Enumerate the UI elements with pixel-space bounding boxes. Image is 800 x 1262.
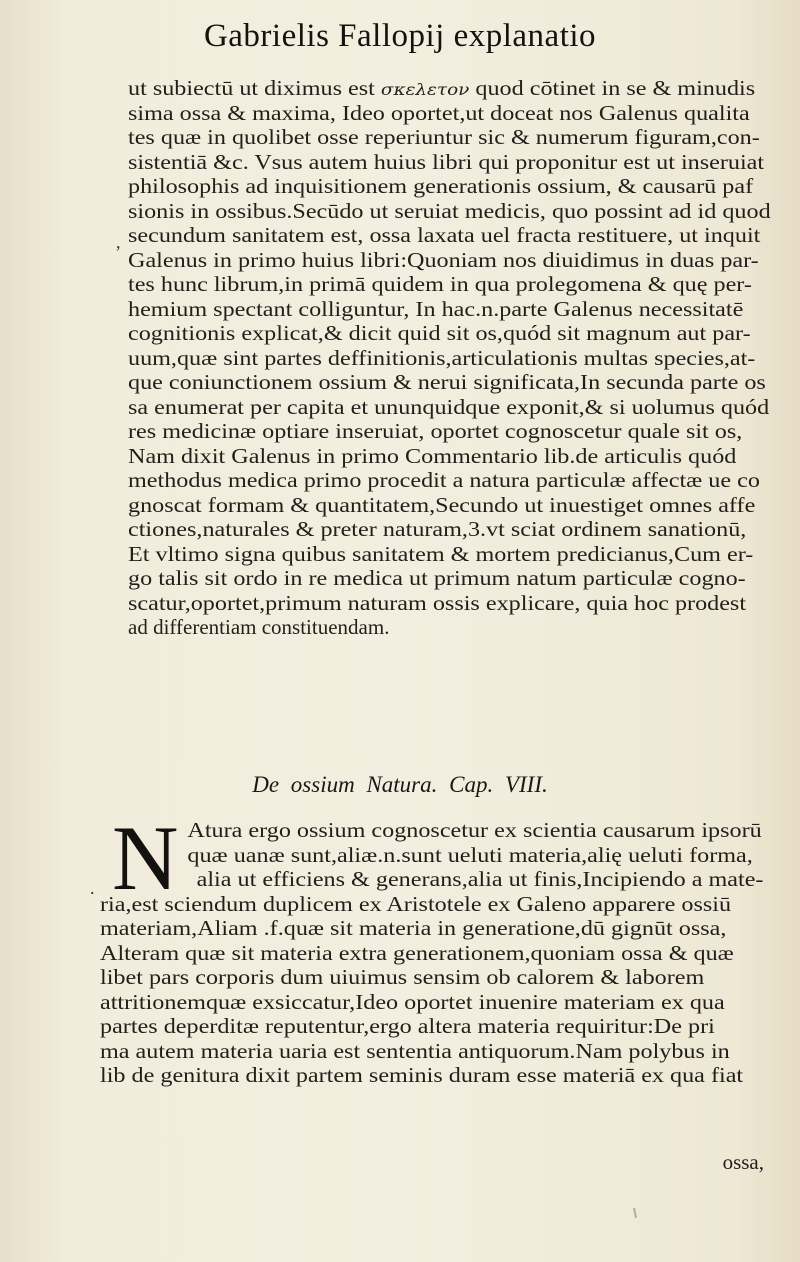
drop-cap: N (112, 807, 179, 909)
text-line: sistentiā &c. Vsus autem huius libri qui proponitur est ut inseruiat (128, 149, 765, 174)
body-text-block (128, 76, 794, 640)
text-line: scatur,oportet,primum naturam ossis explicare, quia hoc prodest (128, 590, 747, 615)
text-line: hemium spectant colliguntur, In hac.n.parte Galenus necessitatē (128, 296, 744, 321)
margin-mark: , (116, 232, 121, 252)
text-line: res medicinæ optiare inseruiat, oportet cognoscetur quale sit os, (128, 419, 743, 443)
ink-mark (633, 1208, 637, 1218)
text-line: cognitionis explicat,& dicit quid sit os,quód sit magnum aut par- (128, 321, 751, 345)
text-line: quæ uanæ sunt,aliæ.n.sunt ueluti materia,alię ueluti forma, (187, 842, 753, 867)
text-line: partes deperditæ reputentur,ergo altera materia requiritur:De pri (100, 1014, 715, 1038)
chapter-text-block (100, 818, 794, 1088)
text-line: tes quæ in quolibet osse reperiuntur sic & numerum figuram,con- (128, 125, 760, 149)
text-line: lib de genitura dixit partem seminis duram esse materiā ex qua fiat (100, 1063, 744, 1087)
text-line: ad differentiam constituendam. (128, 615, 390, 639)
text-line: sima ossa & maxima, Ideo oportet,ut doceat nos Galenus qualita (128, 100, 750, 125)
text-line: libet pars corporis dum uiuimus sensim ob calorem & laborem (100, 965, 705, 989)
text-line: que coniunctionem ossium & nerui significata,In secunda parte os (128, 370, 766, 394)
text-segment: quod cōtinet in se & minudis (469, 76, 756, 100)
text-line: Nam dixit Galenus in primo Commentario lib.de articulis quód (128, 443, 737, 468)
text-line: philosophis ad inquisitionem generationis ossium, & causarū paf (128, 174, 754, 198)
text-line: gnoscat formam & quantitatem,Secundo ut inuestiget omnes affe (128, 492, 756, 517)
margin-mark: . (90, 878, 95, 898)
text-line: attritionemquæ exsiccatur,Ideo oportet inuenire materiam ex qua (100, 989, 725, 1014)
text-line: Atura ergo ossium cognoscetur ex scientia causarum ipsorū (187, 818, 762, 842)
text-line: sionis in ossibus.Secūdo ut seruiat medicis, quo possint ad id quod (128, 198, 771, 223)
text-line: Galenus in primo huius libri:Quoniam nos diuidimus in duas par- (128, 247, 759, 272)
running-head: Gabrielis Fallopij explanatio (203, 18, 597, 54)
text-line: ctiones,naturales & preter naturam,3.vt sciat ordinem sanationū, (128, 517, 747, 541)
text-line (128, 76, 794, 101)
text-line: methodus medica primo procedit a natura particulæ affectæ ue co (128, 468, 760, 492)
text-line: Alteram quæ sit materia extra generationem,quoniam ossa & quæ (100, 940, 734, 965)
text-line: go talis sit ordo in re medica ut primum natum particulæ cogno- (128, 566, 746, 590)
text-line: ma autem materia uaria est sententia antiquorum.Nam polybus in (100, 1038, 730, 1063)
text-line: alia ut efficiens & generans,alia ut finis,Incipiendo a mate- (196, 867, 764, 891)
text-line: ria,est sciendum duplicem ex Aristotele ex Galeno apparere ossiū (100, 891, 732, 916)
text-line: tes hunc librum,in primā quidem in qua prolegomena & quę per- (128, 272, 752, 296)
text-segment: ut subiectū ut diximus est (128, 76, 381, 100)
text-line: uum,quæ sint partes deffinitionis,articulationis multas species,at- (128, 345, 756, 370)
catchword: ossa, (722, 1150, 764, 1174)
text-line: sa enumerat per capita et ununquidque exponit,& si uolumus quód (128, 394, 770, 419)
text-line: Et vltimo signa quibus sanitatem & mortem predicianus,Cum er- (128, 541, 754, 566)
text-line: materiam,Aliam .f.quæ sit materia in generatione,dū gignūt ossa, (100, 916, 727, 940)
text-line: secundum sanitatem est, ossa laxata uel fracta restituere, ut inquit (128, 223, 761, 247)
chapter-heading: De ossium Natura. Cap. VIII. (252, 772, 548, 797)
greek-word: σκελετον (380, 80, 470, 99)
